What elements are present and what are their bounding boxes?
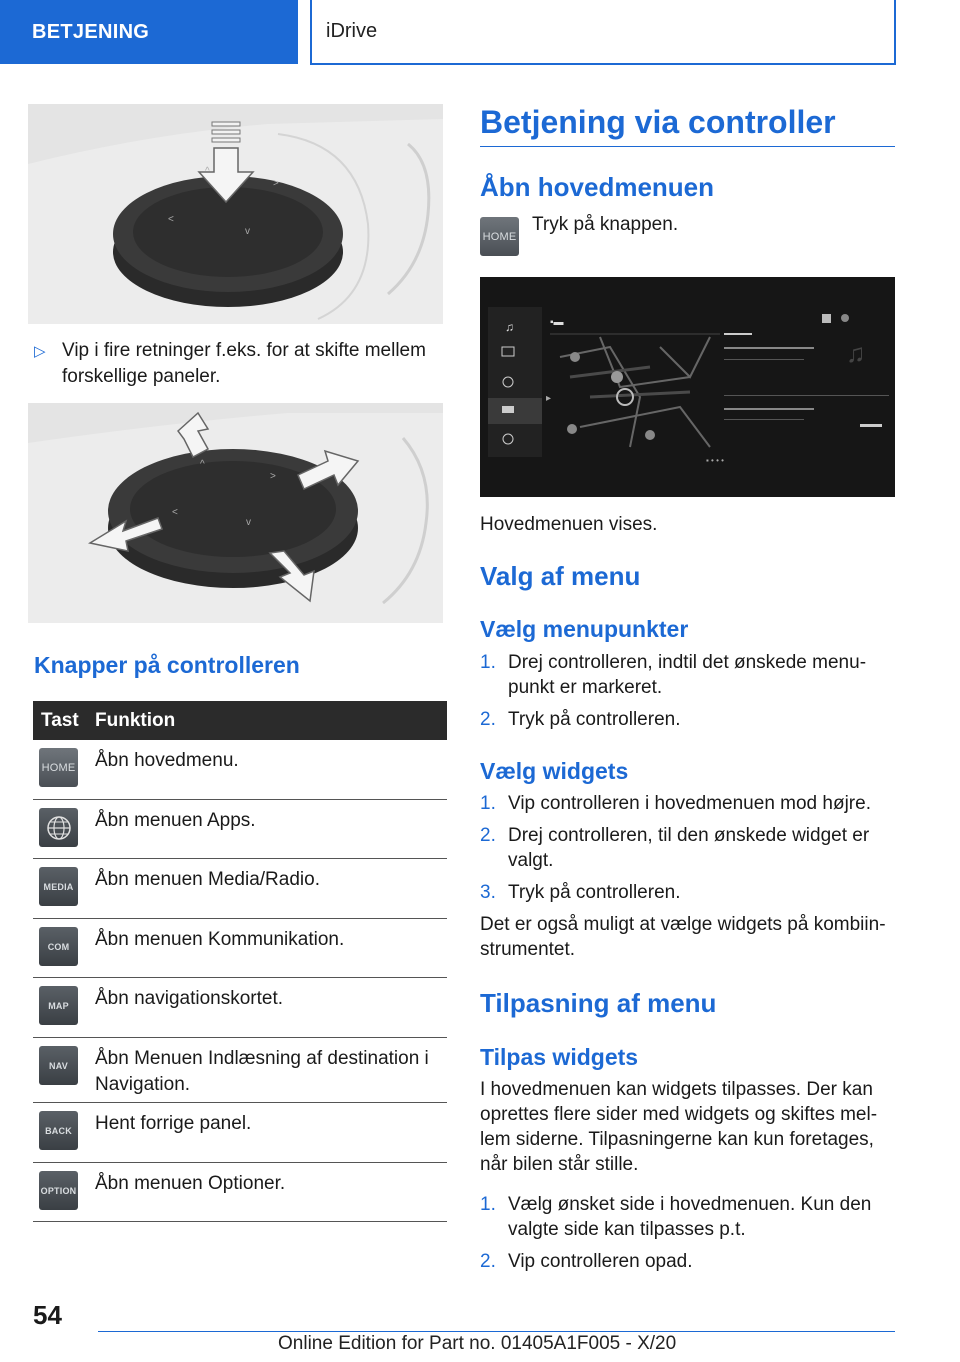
list-item: 2. Drej controlleren, til den ønskede widget er valgt. <box>480 825 870 871</box>
footer-divider <box>98 1331 895 1332</box>
list-item: 2. Vip controlleren opad. <box>480 1251 693 1272</box>
header-key: Tast <box>41 709 79 731</box>
list-item: 1. Vælg ønsket side i hovedmenuen. Kun den valgte side kan tilpasses p.t. <box>480 1194 872 1240</box>
row-text: Åbn Menuen Indlæsning af destination i Navigation. <box>95 1048 429 1095</box>
widgets-note: Det er også muligt at vælge widgets på kombiinstrumentet. <box>480 914 886 960</box>
chapter-title: iDrive <box>326 20 378 42</box>
option-button-icon: OPTION <box>39 1171 78 1210</box>
svg-text:▪ • • •: ▪ • • • <box>706 456 724 465</box>
customize-widgets-heading: Tilpas widgets <box>480 1044 639 1070</box>
list-item: 2. Tryk på controlleren. <box>480 709 681 730</box>
home-button-icon: HOME <box>480 217 519 256</box>
svg-text:♫: ♫ <box>505 320 514 334</box>
idrive-main-menu-image <box>480 277 895 497</box>
com-button-icon: COM <box>39 927 78 966</box>
menu-items-heading: Vælg menupunkter <box>480 616 689 642</box>
controller-tilt-image <box>28 403 443 623</box>
menu-shown-text: Hovedmenuen vises. <box>480 514 658 535</box>
menu-items-steps <box>480 650 898 739</box>
svg-text:v: v <box>246 517 251 528</box>
page-number: 54 <box>33 1300 62 1330</box>
bullet-triangle-icon: ▷ <box>34 343 46 360</box>
nav-button-icon: NAV <box>39 1046 78 1085</box>
svg-text:<: < <box>168 214 174 225</box>
table-row <box>33 978 447 1038</box>
list-item: 1. Drej controlleren, indtil det ønskede menupunkt er markeret. <box>480 652 867 698</box>
row-text: Åbn hovedmenu. <box>95 750 239 771</box>
back-button-icon: BACK <box>39 1111 78 1150</box>
page-title: Betjening via controller <box>480 104 836 140</box>
edition-text: Online Edition for Part no. 01405A1F005 - X/20 <box>278 1333 677 1354</box>
row-text: Åbn menuen Apps. <box>95 810 256 831</box>
header-function: Funktion <box>95 709 176 731</box>
table-row <box>33 740 447 800</box>
svg-text:>: > <box>270 471 276 482</box>
row-text: Åbn menuen Media/Radio. <box>95 869 320 890</box>
map-button-icon: MAP <box>39 986 78 1025</box>
home-button-icon: HOME <box>39 748 78 787</box>
svg-text:▸: ▸ <box>546 393 552 404</box>
svg-text:>: > <box>273 178 279 189</box>
customize-heading: Tilpasning af menu <box>480 988 717 1018</box>
controller-press-image <box>28 104 443 324</box>
globe-icon <box>39 808 78 847</box>
press-button-text: Tryk på knappen. <box>532 214 679 235</box>
svg-text:♫: ♫ <box>846 338 866 368</box>
open-menu-heading: Åbn hovedmenuen <box>480 172 715 202</box>
row-text: Hent forrige panel. <box>95 1113 252 1134</box>
table-row <box>33 1163 447 1222</box>
table-row <box>33 1103 447 1163</box>
customize-intro: I hovedmenuen kan widgets tilpasses. Der kan oprettes flere sider med widgets og skiftes mellem siderne. Tilpasningerne kan kun foretages, når bilen står stille. <box>480 1079 878 1175</box>
chapter-tab <box>310 0 896 65</box>
row-text: Åbn menuen Kommunikation. <box>95 929 345 950</box>
list-item: 1. Vip controlleren i hovedmenuen mod højre. <box>480 793 871 814</box>
buttons-heading: Knapper på controlleren <box>34 652 300 678</box>
svg-text:▪▬: ▪▬ <box>550 317 564 328</box>
section-tab: BETJENING <box>0 0 298 64</box>
customize-steps <box>480 1192 898 1281</box>
table-row <box>33 800 447 859</box>
table-row <box>33 1038 447 1103</box>
table-header <box>33 701 447 740</box>
table-row <box>33 859 447 919</box>
widgets-heading: Vælg widgets <box>480 758 629 784</box>
row-text: Åbn navigationskortet. <box>95 988 284 1009</box>
list-item: 3. Tryk på controlleren. <box>480 882 681 903</box>
tilt-caption <box>34 338 434 390</box>
media-button-icon: MEDIA <box>39 867 78 906</box>
svg-text:<: < <box>172 507 178 518</box>
buttons-table <box>33 701 447 1222</box>
select-menu-heading: Valg af menu <box>480 561 641 591</box>
caption-text: Vip i fire retninger f.eks. for at skifte mellem forskellige paneler. <box>62 340 426 387</box>
title-divider <box>480 146 895 147</box>
svg-text:^: ^ <box>200 459 205 470</box>
row-text: Åbn menuen Optioner. <box>95 1173 286 1194</box>
svg-text:v: v <box>245 226 250 237</box>
widgets-steps <box>480 791 898 912</box>
table-row <box>33 919 447 978</box>
